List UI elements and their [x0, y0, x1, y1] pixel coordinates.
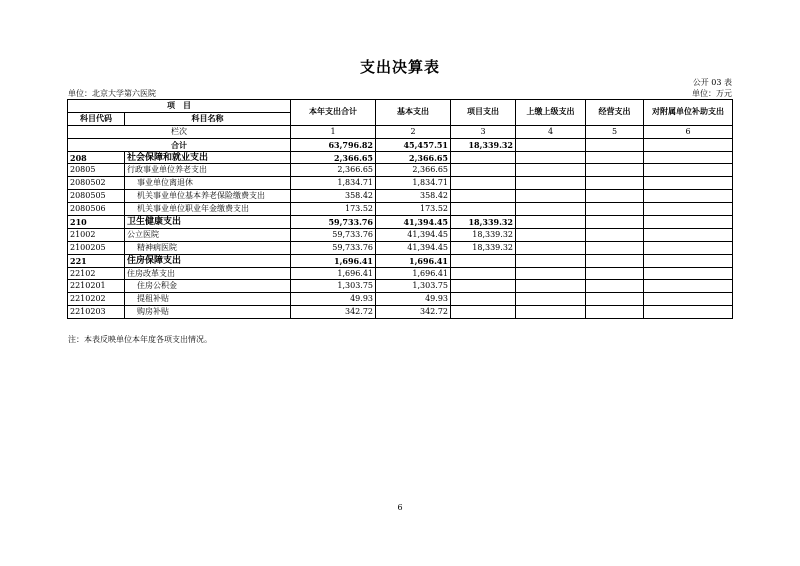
column-index-2: 2: [376, 125, 451, 138]
cell-code: 210: [68, 216, 125, 229]
summary-label: 合计: [68, 138, 291, 151]
table-row: [68, 151, 733, 164]
cell-upper: [516, 254, 586, 267]
table-row: [68, 164, 733, 177]
table-row: [68, 293, 733, 306]
cell-name: 社会保障和就业支出: [125, 151, 291, 164]
cell-business: [586, 241, 644, 254]
header-total: 本年支出合计: [291, 100, 376, 126]
cell-subsidy: [644, 228, 733, 241]
header-code: 科目代码: [68, 112, 125, 125]
cell-basic: 1,696.41: [376, 267, 451, 280]
cell-subsidy: [644, 293, 733, 306]
currency-unit: 单位：万元: [692, 89, 732, 98]
cell-basic: 1,834.71: [376, 177, 451, 190]
cell-upper: [516, 293, 586, 306]
cell-basic: 1,303.75: [376, 280, 451, 293]
column-index-6: 6: [644, 125, 733, 138]
cell-project: [451, 306, 516, 319]
cell-code: 2080506: [68, 203, 125, 216]
cell-subsidy: [644, 151, 733, 164]
cell-subsidy: [644, 267, 733, 280]
cell-name: 住房改革支出: [125, 267, 291, 280]
summary-subsidy: [644, 138, 733, 151]
cell-code: 2080505: [68, 190, 125, 203]
cell-upper: [516, 190, 586, 203]
cell-upper: [516, 241, 586, 254]
cell-business: [586, 164, 644, 177]
summary-upper: [516, 138, 586, 151]
cell-name: 精神病医院: [125, 241, 291, 254]
cell-total: 342.72: [291, 306, 376, 319]
cell-basic: 173.52: [376, 203, 451, 216]
cell-name: 购房补贴: [125, 306, 291, 319]
cell-project: [451, 254, 516, 267]
cell-total: 358.42: [291, 190, 376, 203]
cell-upper: [516, 177, 586, 190]
cell-total: 1,303.75: [291, 280, 376, 293]
cell-subsidy: [644, 241, 733, 254]
cell-name: 卫生健康支出: [125, 216, 291, 229]
cell-project: [451, 177, 516, 190]
table-row: [68, 254, 733, 267]
header-upper: 上缴上级支出: [516, 100, 586, 126]
table-row: [68, 190, 733, 203]
cell-project: [451, 203, 516, 216]
cell-total: 2,366.65: [291, 164, 376, 177]
cell-upper: [516, 267, 586, 280]
cell-basic: 342.72: [376, 306, 451, 319]
table-row: [68, 306, 733, 319]
table-row: [68, 177, 733, 190]
cell-code: 2210201: [68, 280, 125, 293]
cell-name: 行政事业单位养老支出: [125, 164, 291, 177]
cell-basic: 2,366.65: [376, 164, 451, 177]
cell-project: [451, 293, 516, 306]
cell-subsidy: [644, 280, 733, 293]
cell-business: [586, 216, 644, 229]
cell-code: 221: [68, 254, 125, 267]
column-index-3: 3: [451, 125, 516, 138]
cell-project: [451, 164, 516, 177]
column-index-label: 栏次: [68, 125, 291, 138]
table-row: [68, 228, 733, 241]
cell-upper: [516, 306, 586, 319]
cell-project: [451, 190, 516, 203]
cell-basic: 358.42: [376, 190, 451, 203]
table-row: [68, 241, 733, 254]
page-title: 支出决算表: [359, 58, 440, 76]
cell-subsidy: [644, 254, 733, 267]
cell-total: 1,696.41: [291, 267, 376, 280]
cell-upper: [516, 216, 586, 229]
summary-business: [586, 138, 644, 151]
cell-basic: 2,366.65: [376, 151, 451, 164]
cell-business: [586, 306, 644, 319]
cell-name: 机关事业单位基本养老保险缴费支出: [125, 190, 291, 203]
header-item-group: 项 目: [68, 100, 291, 113]
cell-basic: 41,394.45: [376, 216, 451, 229]
summary-basic: 45,457.51: [376, 138, 451, 151]
table-body: [68, 151, 733, 319]
cell-subsidy: [644, 306, 733, 319]
cell-subsidy: [644, 164, 733, 177]
column-index-4: 4: [516, 125, 586, 138]
table-row: [68, 216, 733, 229]
cell-basic: 1,696.41: [376, 254, 451, 267]
page-number: 6: [397, 503, 403, 512]
cell-subsidy: [644, 177, 733, 190]
cell-total: 59,733.76: [291, 241, 376, 254]
cell-basic: 49.93: [376, 293, 451, 306]
cell-total: 1,834.71: [291, 177, 376, 190]
cell-subsidy: [644, 216, 733, 229]
cell-business: [586, 190, 644, 203]
cell-code: 2210203: [68, 306, 125, 319]
cell-upper: [516, 280, 586, 293]
cell-upper: [516, 228, 586, 241]
cell-business: [586, 254, 644, 267]
cell-name: 公立医院: [125, 228, 291, 241]
cell-name: 机关事业单位职业年金缴费支出: [125, 203, 291, 216]
cell-business: [586, 293, 644, 306]
header-basic: 基本支出: [376, 100, 451, 126]
cell-upper: [516, 203, 586, 216]
cell-business: [586, 280, 644, 293]
header-business: 经营支出: [586, 100, 644, 126]
header-project: 项目支出: [451, 100, 516, 126]
cell-project: 18,339.32: [451, 216, 516, 229]
cell-code: 21002: [68, 228, 125, 241]
cell-total: 173.52: [291, 203, 376, 216]
cell-code: 2100205: [68, 241, 125, 254]
cell-name: 住房保障支出: [125, 254, 291, 267]
cell-code: 208: [68, 151, 125, 164]
cell-total: 1,696.41: [291, 254, 376, 267]
form-number: 公开 03 表: [692, 78, 732, 87]
table-row: [68, 267, 733, 280]
cell-project: 18,339.32: [451, 228, 516, 241]
cell-business: [586, 267, 644, 280]
reporting-unit: 单位：北京大学第六医院: [68, 89, 156, 98]
cell-business: [586, 177, 644, 190]
cell-project: [451, 151, 516, 164]
summary-total: 63,796.82: [291, 138, 376, 151]
cell-subsidy: [644, 190, 733, 203]
cell-total: 2,366.65: [291, 151, 376, 164]
cell-basic: 41,394.45: [376, 228, 451, 241]
cell-code: 22102: [68, 267, 125, 280]
cell-upper: [516, 164, 586, 177]
column-index-1: 1: [291, 125, 376, 138]
header-name: 科目名称: [125, 112, 291, 125]
column-index-5: 5: [586, 125, 644, 138]
table-row: [68, 280, 733, 293]
cell-code: 2210202: [68, 293, 125, 306]
summary-project: 18,339.32: [451, 138, 516, 151]
cell-basic: 41,394.45: [376, 241, 451, 254]
cell-total: 49.93: [291, 293, 376, 306]
cell-business: [586, 228, 644, 241]
cell-name: 住房公积金: [125, 280, 291, 293]
cell-code: 2080502: [68, 177, 125, 190]
header-subsidy: 对附属单位补助支出: [644, 100, 733, 126]
cell-name: 事业单位离退休: [125, 177, 291, 190]
cell-business: [586, 151, 644, 164]
cell-project: [451, 280, 516, 293]
cell-project: [451, 267, 516, 280]
table-row: [68, 203, 733, 216]
cell-name: 提租补贴: [125, 293, 291, 306]
cell-total: 59,733.76: [291, 228, 376, 241]
cell-business: [586, 203, 644, 216]
cell-project: 18,339.32: [451, 241, 516, 254]
cell-upper: [516, 151, 586, 164]
expenditure-table: [67, 99, 733, 319]
cell-code: 20805: [68, 164, 125, 177]
cell-subsidy: [644, 203, 733, 216]
cell-total: 59,733.76: [291, 216, 376, 229]
table-note: 注：本表反映单位本年度各项支出情况。: [68, 335, 212, 344]
